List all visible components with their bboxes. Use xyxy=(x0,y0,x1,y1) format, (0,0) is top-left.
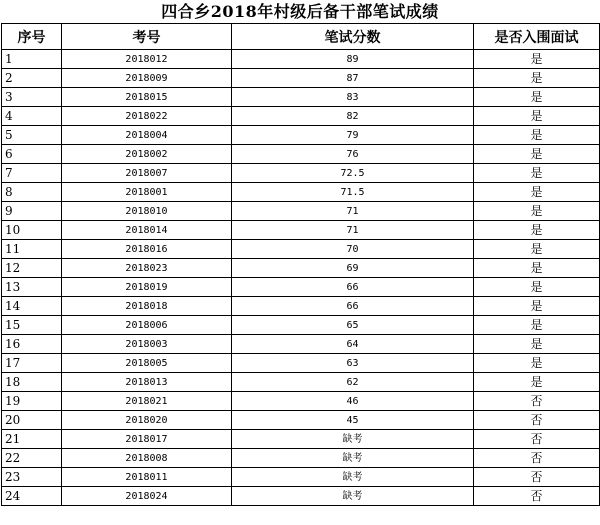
cell-written-score: 缺考 xyxy=(232,449,474,468)
table-row xyxy=(2,145,600,164)
cell-seq: 12 xyxy=(2,259,62,278)
cell-written-score: 69 xyxy=(232,259,474,278)
table-row xyxy=(2,335,600,354)
cell-seq: 9 xyxy=(2,202,62,221)
cell-interview-qualified: 否 xyxy=(474,487,600,506)
cell-seq: 21 xyxy=(2,430,62,449)
table-row xyxy=(2,221,600,240)
cell-written-score: 83 xyxy=(232,88,474,107)
cell-interview-qualified: 是 xyxy=(474,240,600,259)
cell-exam-number: 2018010 xyxy=(62,202,232,221)
cell-seq: 6 xyxy=(2,145,62,164)
header-seq: 序号 xyxy=(2,24,62,50)
table-row xyxy=(2,297,600,316)
table-body xyxy=(2,50,600,506)
table-row xyxy=(2,202,600,221)
cell-written-score: 62 xyxy=(232,373,474,392)
cell-seq: 1 xyxy=(2,50,62,69)
cell-seq: 20 xyxy=(2,411,62,430)
cell-interview-qualified: 是 xyxy=(474,335,600,354)
cell-seq: 14 xyxy=(2,297,62,316)
cell-interview-qualified: 是 xyxy=(474,107,600,126)
cell-seq: 5 xyxy=(2,126,62,145)
cell-written-score: 71 xyxy=(232,202,474,221)
table-row xyxy=(2,259,600,278)
cell-seq: 24 xyxy=(2,487,62,506)
cell-exam-number: 2018004 xyxy=(62,126,232,145)
table-row xyxy=(2,316,600,335)
cell-exam-number: 2018011 xyxy=(62,468,232,487)
table-row xyxy=(2,50,600,69)
table-row xyxy=(2,164,600,183)
cell-written-score: 45 xyxy=(232,411,474,430)
cell-seq: 13 xyxy=(2,278,62,297)
cell-exam-number: 2018008 xyxy=(62,449,232,468)
cell-exam-number: 2018014 xyxy=(62,221,232,240)
table-row xyxy=(2,373,600,392)
cell-interview-qualified: 是 xyxy=(474,69,600,88)
cell-interview-qualified: 是 xyxy=(474,202,600,221)
cell-written-score: 70 xyxy=(232,240,474,259)
cell-written-score: 87 xyxy=(232,69,474,88)
cell-written-score: 71 xyxy=(232,221,474,240)
cell-interview-qualified: 是 xyxy=(474,221,600,240)
cell-interview-qualified: 是 xyxy=(474,88,600,107)
table-row xyxy=(2,411,600,430)
cell-interview-qualified: 是 xyxy=(474,278,600,297)
cell-exam-number: 2018018 xyxy=(62,297,232,316)
table-row xyxy=(2,240,600,259)
cell-seq: 4 xyxy=(2,107,62,126)
cell-written-score: 89 xyxy=(232,50,474,69)
header-interview-qualified: 是否入围面试 xyxy=(474,24,600,50)
table-row xyxy=(2,126,600,145)
cell-seq: 10 xyxy=(2,221,62,240)
cell-written-score: 66 xyxy=(232,297,474,316)
cell-written-score: 71.5 xyxy=(232,183,474,202)
table-row xyxy=(2,88,600,107)
cell-seq: 18 xyxy=(2,373,62,392)
cell-written-score: 79 xyxy=(232,126,474,145)
table-row xyxy=(2,430,600,449)
table-row xyxy=(2,354,600,373)
cell-interview-qualified: 否 xyxy=(474,430,600,449)
table-row xyxy=(2,69,600,88)
cell-written-score: 65 xyxy=(232,316,474,335)
cell-seq: 19 xyxy=(2,392,62,411)
cell-interview-qualified: 是 xyxy=(474,126,600,145)
cell-interview-qualified: 否 xyxy=(474,392,600,411)
cell-written-score: 64 xyxy=(232,335,474,354)
table-row xyxy=(2,468,600,487)
cell-exam-number: 2018016 xyxy=(62,240,232,259)
cell-interview-qualified: 是 xyxy=(474,316,600,335)
cell-exam-number: 2018022 xyxy=(62,107,232,126)
cell-interview-qualified: 是 xyxy=(474,183,600,202)
table-row xyxy=(2,487,600,506)
cell-seq: 16 xyxy=(2,335,62,354)
cell-written-score: 66 xyxy=(232,278,474,297)
document-title: 四合乡2018年村级后备干部笔试成绩 xyxy=(161,2,439,21)
cell-written-score: 缺考 xyxy=(232,468,474,487)
cell-seq: 7 xyxy=(2,164,62,183)
table-row xyxy=(2,392,600,411)
cell-seq: 11 xyxy=(2,240,62,259)
cell-exam-number: 2018003 xyxy=(62,335,232,354)
cell-seq: 15 xyxy=(2,316,62,335)
cell-interview-qualified: 是 xyxy=(474,373,600,392)
cell-exam-number: 2018012 xyxy=(62,50,232,69)
cell-written-score: 缺考 xyxy=(232,430,474,449)
cell-seq: 3 xyxy=(2,88,62,107)
cell-interview-qualified: 是 xyxy=(474,354,600,373)
cell-interview-qualified: 否 xyxy=(474,468,600,487)
cell-exam-number: 2018017 xyxy=(62,430,232,449)
cell-exam-number: 2018024 xyxy=(62,487,232,506)
cell-seq: 23 xyxy=(2,468,62,487)
cell-interview-qualified: 是 xyxy=(474,259,600,278)
cell-interview-qualified: 是 xyxy=(474,145,600,164)
table-row xyxy=(2,278,600,297)
cell-written-score: 63 xyxy=(232,354,474,373)
cell-exam-number: 2018006 xyxy=(62,316,232,335)
cell-written-score: 46 xyxy=(232,392,474,411)
cell-interview-qualified: 是 xyxy=(474,297,600,316)
cell-interview-qualified: 否 xyxy=(474,449,600,468)
score-table xyxy=(1,23,600,506)
table-header-row xyxy=(2,24,600,50)
table-row xyxy=(2,183,600,202)
cell-seq: 2 xyxy=(2,69,62,88)
cell-seq: 22 xyxy=(2,449,62,468)
cell-exam-number: 2018015 xyxy=(62,88,232,107)
cell-interview-qualified: 否 xyxy=(474,411,600,430)
cell-written-score: 76 xyxy=(232,145,474,164)
cell-exam-number: 2018009 xyxy=(62,69,232,88)
cell-exam-number: 2018005 xyxy=(62,354,232,373)
cell-interview-qualified: 是 xyxy=(474,164,600,183)
header-written-score: 笔试分数 xyxy=(232,24,474,50)
cell-exam-number: 2018001 xyxy=(62,183,232,202)
cell-seq: 8 xyxy=(2,183,62,202)
cell-written-score: 82 xyxy=(232,107,474,126)
cell-exam-number: 2018013 xyxy=(62,373,232,392)
header-exam-number: 考号 xyxy=(62,24,232,50)
cell-exam-number: 2018021 xyxy=(62,392,232,411)
cell-exam-number: 2018019 xyxy=(62,278,232,297)
cell-seq: 17 xyxy=(2,354,62,373)
cell-written-score: 缺考 xyxy=(232,487,474,506)
cell-exam-number: 2018002 xyxy=(62,145,232,164)
cell-exam-number: 2018020 xyxy=(62,411,232,430)
cell-exam-number: 2018007 xyxy=(62,164,232,183)
cell-exam-number: 2018023 xyxy=(62,259,232,278)
cell-written-score: 72.5 xyxy=(232,164,474,183)
table-row xyxy=(2,449,600,468)
cell-interview-qualified: 是 xyxy=(474,50,600,69)
table-row xyxy=(2,107,600,126)
